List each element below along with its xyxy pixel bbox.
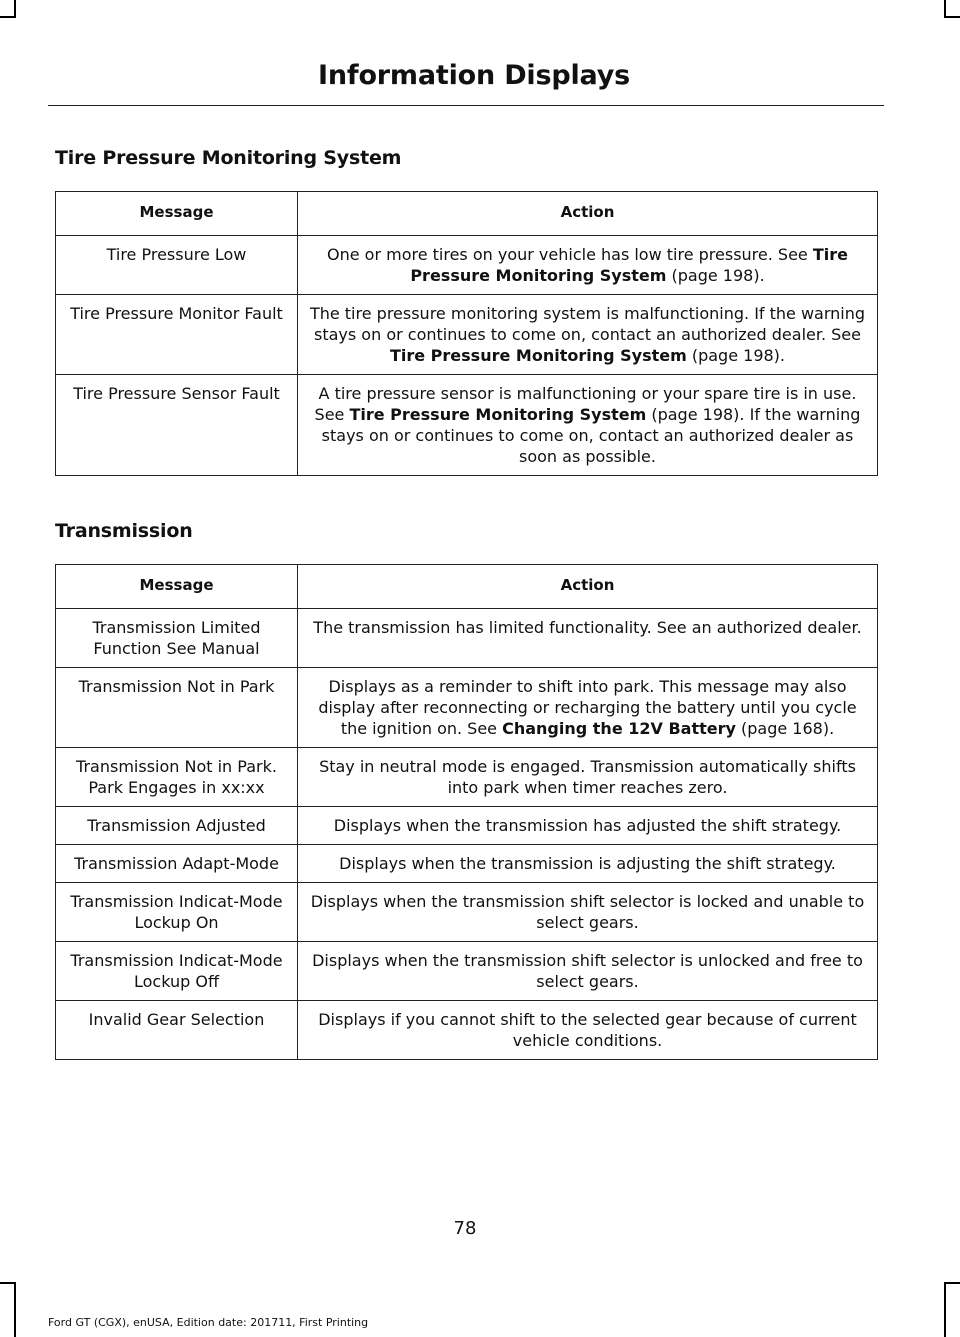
message-cell: Invalid Gear Selection xyxy=(56,1001,298,1060)
cross-reference-link[interactable]: Tire Pressure Monitoring System xyxy=(389,346,687,365)
table-row xyxy=(56,845,878,883)
crop-mark xyxy=(944,16,960,18)
section-heading-transmission: Transmission xyxy=(55,520,193,542)
action-cell xyxy=(298,236,878,295)
crop-mark xyxy=(944,0,946,16)
crop-mark xyxy=(944,1282,946,1337)
action-cell xyxy=(298,807,878,845)
message-cell: Transmission Not in Park. Park Engages in xx:xx xyxy=(56,748,298,807)
table-row xyxy=(56,609,878,668)
cross-reference-link[interactable]: Changing the 12V Battery xyxy=(502,719,736,738)
message-cell: Transmission Indicat-Mode Lockup On xyxy=(56,883,298,942)
action-cell xyxy=(298,845,878,883)
message-cell: Tire Pressure Sensor Fault xyxy=(56,375,298,476)
message-cell: Tire Pressure Monitor Fault xyxy=(56,295,298,375)
header-divider xyxy=(48,105,884,106)
action-cell xyxy=(298,375,878,476)
action-cell xyxy=(298,1001,878,1060)
action-text: One or more tires on your vehicle has low tire pressure. See xyxy=(326,245,813,264)
transmission-table xyxy=(55,564,878,1060)
table-row xyxy=(56,883,878,942)
action-text: Displays if you cannot shift to the selected gear because of current vehicle conditions. xyxy=(318,1010,857,1050)
action-cell xyxy=(298,883,878,942)
action-cell xyxy=(298,295,878,375)
action-cell xyxy=(298,748,878,807)
action-text: Displays when the transmission is adjusting the shift strategy. xyxy=(339,854,836,873)
message-cell: Transmission Adjusted xyxy=(56,807,298,845)
table-row xyxy=(56,375,878,476)
message-cell: Transmission Indicat-Mode Lockup Off xyxy=(56,942,298,1001)
column-header-action: Action xyxy=(298,565,878,609)
table-row xyxy=(56,295,878,375)
tpms-table xyxy=(55,191,878,476)
message-cell: Transmission Not in Park xyxy=(56,668,298,748)
crop-mark xyxy=(14,1282,16,1337)
action-cell xyxy=(298,609,878,668)
action-text: (page 198). xyxy=(666,266,765,285)
table-row xyxy=(56,668,878,748)
table-row xyxy=(56,807,878,845)
action-text: (page 198). If the warning stays on or continues to come on, contact an authorized dealer as soon as possible. xyxy=(321,405,861,466)
cross-reference-link[interactable]: Tire Pressure Monitoring System xyxy=(410,245,848,285)
action-text: (page 198). xyxy=(686,346,786,365)
table-row xyxy=(56,748,878,807)
crop-mark xyxy=(0,16,16,18)
table-header-row xyxy=(56,192,878,236)
message-cell: Transmission Adapt-Mode xyxy=(56,845,298,883)
action-text: Stay in neutral mode is engaged. Transmission automatically shifts into park when timer reaches zero. xyxy=(319,757,856,797)
section-heading-tpms: Tire Pressure Monitoring System xyxy=(55,147,402,169)
crop-mark xyxy=(944,1282,960,1284)
action-text: The transmission has limited functionality. See an authorized dealer. xyxy=(313,618,862,637)
action-cell xyxy=(298,668,878,748)
action-cell xyxy=(298,942,878,1001)
action-text: Displays as a reminder to shift into park. This message may also display after reconnecting or recharging the battery until you cycle the ignition on. See xyxy=(318,677,857,738)
table-row xyxy=(56,236,878,295)
action-text: (page 168). xyxy=(735,719,835,738)
crop-mark xyxy=(0,1282,16,1284)
action-text: Displays when the transmission shift selector is locked and unable to select gears. xyxy=(310,892,865,932)
table-header-row xyxy=(56,565,878,609)
column-header-message: Message xyxy=(56,565,298,609)
edition-info: Ford GT (CGX), enUSA, Edition date: 201711, First Printing xyxy=(48,1316,369,1329)
table-row xyxy=(56,942,878,1001)
table-row xyxy=(56,1001,878,1060)
column-header-message: Message xyxy=(56,192,298,236)
page-number: 78 xyxy=(453,1218,477,1239)
page-title: Information Displays xyxy=(318,60,630,91)
column-header-action: Action xyxy=(298,192,878,236)
action-text: The tire pressure monitoring system is malfunctioning. If the warning stays on or continues to come on, contact an authorized dealer. See xyxy=(309,304,866,344)
message-cell: Transmission Limited Function See Manual xyxy=(56,609,298,668)
message-cell: Tire Pressure Low xyxy=(56,236,298,295)
action-text: A tire pressure sensor is malfunctioning or your spare tire is in use. See xyxy=(314,384,857,424)
action-text: Displays when the transmission shift selector is unlocked and free to select gears. xyxy=(312,951,863,991)
action-text: Displays when the transmission has adjusted the shift strategy. xyxy=(333,816,842,835)
crop-mark xyxy=(14,0,16,16)
cross-reference-link[interactable]: Tire Pressure Monitoring System xyxy=(349,405,647,424)
